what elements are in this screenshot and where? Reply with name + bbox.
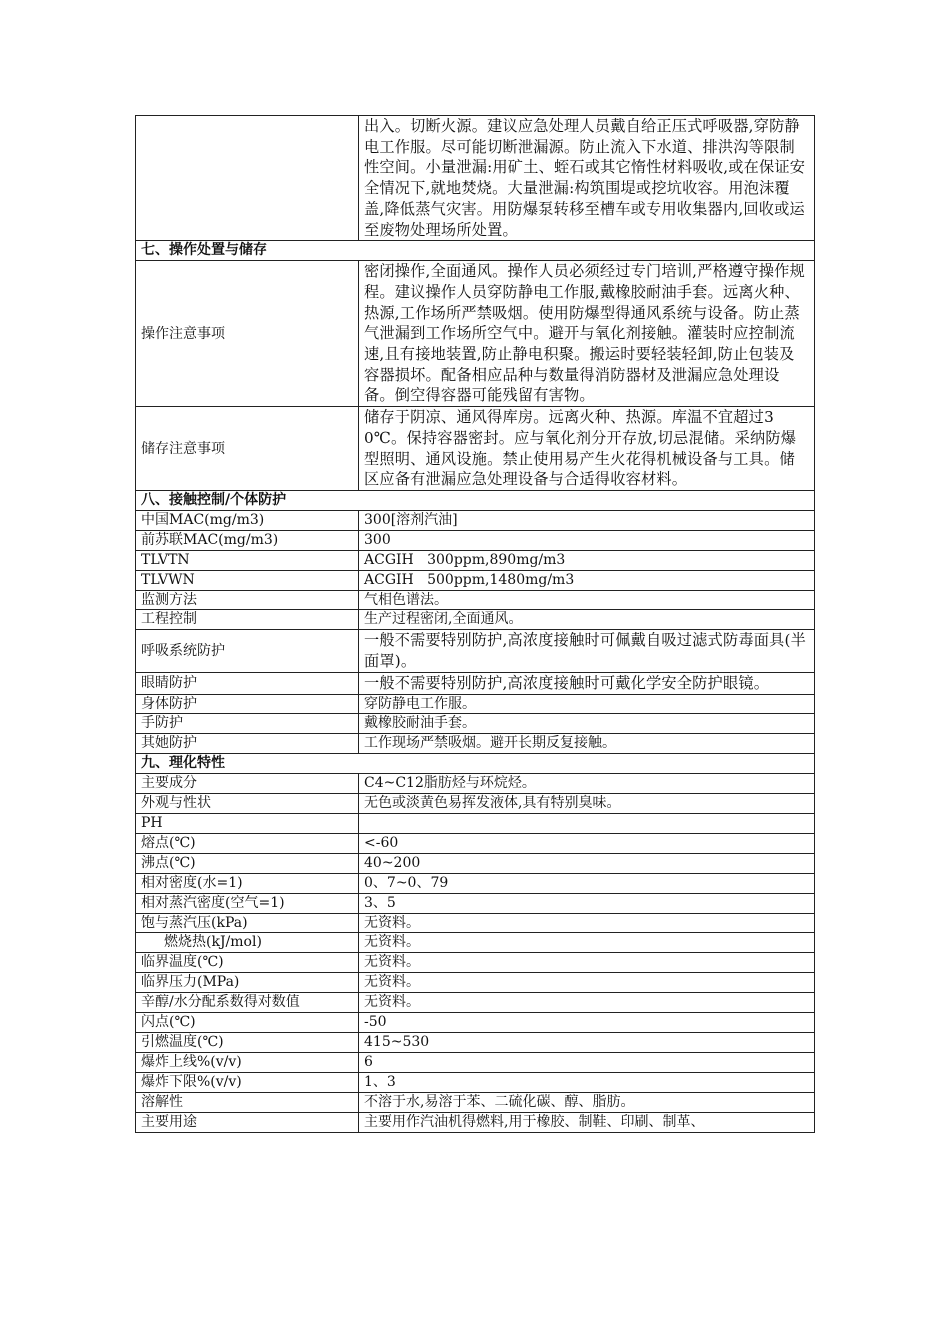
row-label: 辛醇/水分配系数得对数值	[136, 993, 359, 1013]
row-label: 闪点(℃)	[136, 1013, 359, 1033]
row-value: 415~530	[359, 1033, 815, 1053]
table-row	[136, 774, 815, 794]
table-row	[136, 610, 815, 630]
section-title-physical-chemical: 九、理化特性	[136, 754, 815, 774]
row-value: 密闭操作,全面通风。操作人员必须经过专门培训,严格遵守操作规程。建议操作人员穿防静电工作服,戴橡胶耐油手套。远离火种、热源,工作场所严禁吸烟。使用防爆型得通风系统与设备。防止蒸气泄漏到工作场所空气中。避开与氧化剂接触。灌装时应控制流速,且有接地装置,防止静电积聚。搬运时要轻装轻卸,防止包装及容器损坏。配备相应品种与数量得消防器材及泄漏应急处理设备。倒空得容器可能残留有害物。	[359, 261, 815, 407]
table-row	[136, 1112, 815, 1132]
row-value: 0、7~0、79	[359, 873, 815, 893]
table-row	[136, 672, 815, 694]
table-row	[136, 1033, 815, 1053]
table-row	[136, 973, 815, 993]
table-row	[136, 853, 815, 873]
table-row	[136, 261, 815, 407]
row-label: PH	[136, 814, 359, 834]
table-row	[136, 833, 815, 853]
row-value: 1、3	[359, 1072, 815, 1092]
row-value: 一般不需要特别防护,高浓度接触时可戴化学安全防护眼镜。	[359, 672, 815, 694]
row-label: 工程控制	[136, 610, 359, 630]
row-label: 呼吸系统防护	[136, 630, 359, 672]
table-row	[136, 570, 815, 590]
table-row	[136, 933, 815, 953]
row-label: 身体防护	[136, 694, 359, 714]
row-label: TLVTN	[136, 550, 359, 570]
section-header-row	[136, 241, 815, 261]
row-value: 300[溶剂汽油]	[359, 510, 815, 530]
row-label: 饱与蒸汽压(kPa)	[136, 913, 359, 933]
section-title-handling-storage: 七、操作处置与储存	[136, 241, 815, 261]
row-label: 沸点(℃)	[136, 853, 359, 873]
row-label: 临界温度(℃)	[136, 953, 359, 973]
table-row	[136, 873, 815, 893]
table-row	[136, 550, 815, 570]
table-row	[136, 694, 815, 714]
table-row	[136, 116, 815, 241]
row-label: 前苏联MAC(mg/m3)	[136, 530, 359, 550]
row-value: 无资料。	[359, 933, 815, 953]
row-label: 溶解性	[136, 1092, 359, 1112]
table-row	[136, 893, 815, 913]
row-value: 不溶于水,易溶于苯、二硫化碳、醇、脂肪。	[359, 1092, 815, 1112]
row-value: 无资料。	[359, 973, 815, 993]
row-label: 眼睛防护	[136, 672, 359, 694]
table-row	[136, 953, 815, 973]
row-label: 引燃温度(℃)	[136, 1033, 359, 1053]
section-header-row	[136, 490, 815, 510]
table-row	[136, 630, 815, 672]
row-value: 6	[359, 1052, 815, 1072]
row-value: 无色或淡黄色易挥发液体,具有特别臭味。	[359, 794, 815, 814]
emergency-response-text: 出入。切断火源。建议应急处理人员戴自给正压式呼吸器,穿防静电工作服。尽可能切断泄漏源。防止流入下水道、排洪沟等限制性空间。小量泄漏:用矿土、蛭石或其它惰性材料吸收,或在保证安全情况下,就地焚烧。大量泄漏:构筑围堤或挖坑收容。用泡沫覆盖,降低蒸气灾害。用防爆泵转移至槽车或专用收集器内,回收或运至废物处理场所处置。	[359, 116, 815, 241]
table-row	[136, 814, 815, 834]
row-value: 40~200	[359, 853, 815, 873]
table-row	[136, 913, 815, 933]
row-value: 主要用作汽油机得燃料,用于橡胶、制鞋、印刷、制革、	[359, 1112, 815, 1132]
row-value: 无资料。	[359, 913, 815, 933]
row-label: 熔点(℃)	[136, 833, 359, 853]
row-label: 爆炸下限%(v/v)	[136, 1072, 359, 1092]
table-row	[136, 714, 815, 734]
row-value: ACGIH 500ppm,1480mg/m3	[359, 570, 815, 590]
table-row	[136, 993, 815, 1013]
row-label: 其她防护	[136, 734, 359, 754]
row-label: 手防护	[136, 714, 359, 734]
row-label: 操作注意事项	[136, 261, 359, 407]
table-row	[136, 590, 815, 610]
row-label: 中国MAC(mg/m3)	[136, 510, 359, 530]
row-label: 主要用途	[136, 1112, 359, 1132]
row-label: 爆炸上线%(v/v)	[136, 1052, 359, 1072]
row-value: 穿防静电工作服。	[359, 694, 815, 714]
row-value: 300	[359, 530, 815, 550]
row-value: 储存于阴凉、通风得库房。远离火种、热源。库温不宜超过30℃。保持容器密封。应与氧化剂分开存放,切忌混储。采纳防爆型照明、通风设施。禁止使用易产生火花得机械设备与工具。储区应备有泄漏应急处理设备与合适得收容材料。	[359, 407, 815, 491]
row-label: 相对蒸汽密度(空气=1)	[136, 893, 359, 913]
row-label: TLVWN	[136, 570, 359, 590]
row-value: <-60	[359, 833, 815, 853]
table-row	[136, 530, 815, 550]
row-value: -50	[359, 1013, 815, 1033]
row-label: 外观与性状	[136, 794, 359, 814]
row-value: 无资料。	[359, 993, 815, 1013]
row-value: 工作现场严禁吸烟。避开长期反复接触。	[359, 734, 815, 754]
row-label: 主要成分	[136, 774, 359, 794]
table-row	[136, 407, 815, 491]
msds-table	[135, 115, 815, 1133]
row-label: 相对密度(水=1)	[136, 873, 359, 893]
section-header-row	[136, 754, 815, 774]
row-value: 一般不需要特别防护,高浓度接触时可佩戴自吸过滤式防毒面具(半面罩)。	[359, 630, 815, 672]
row-value: ACGIH 300ppm,890mg/m3	[359, 550, 815, 570]
section-title-exposure-control: 八、接触控制/个体防护	[136, 490, 815, 510]
table-row	[136, 1013, 815, 1033]
table-row	[136, 510, 815, 530]
table-row	[136, 1092, 815, 1112]
row-value	[359, 814, 815, 834]
row-value: 戴橡胶耐油手套。	[359, 714, 815, 734]
row-value: 无资料。	[359, 953, 815, 973]
row-label: 储存注意事项	[136, 407, 359, 491]
table-row	[136, 1052, 815, 1072]
row-label: 监测方法	[136, 590, 359, 610]
row-label: 燃烧热(kJ/mol)	[136, 933, 359, 953]
table-row	[136, 794, 815, 814]
empty-label-cell	[136, 116, 359, 241]
row-value: 气相色谱法。	[359, 590, 815, 610]
table-row	[136, 1072, 815, 1092]
row-value: 3、5	[359, 893, 815, 913]
row-value: 生产过程密闭,全面通风。	[359, 610, 815, 630]
row-value: C4~C12脂肪烃与环烷烃。	[359, 774, 815, 794]
table-row	[136, 734, 815, 754]
row-label: 临界压力(MPa)	[136, 973, 359, 993]
